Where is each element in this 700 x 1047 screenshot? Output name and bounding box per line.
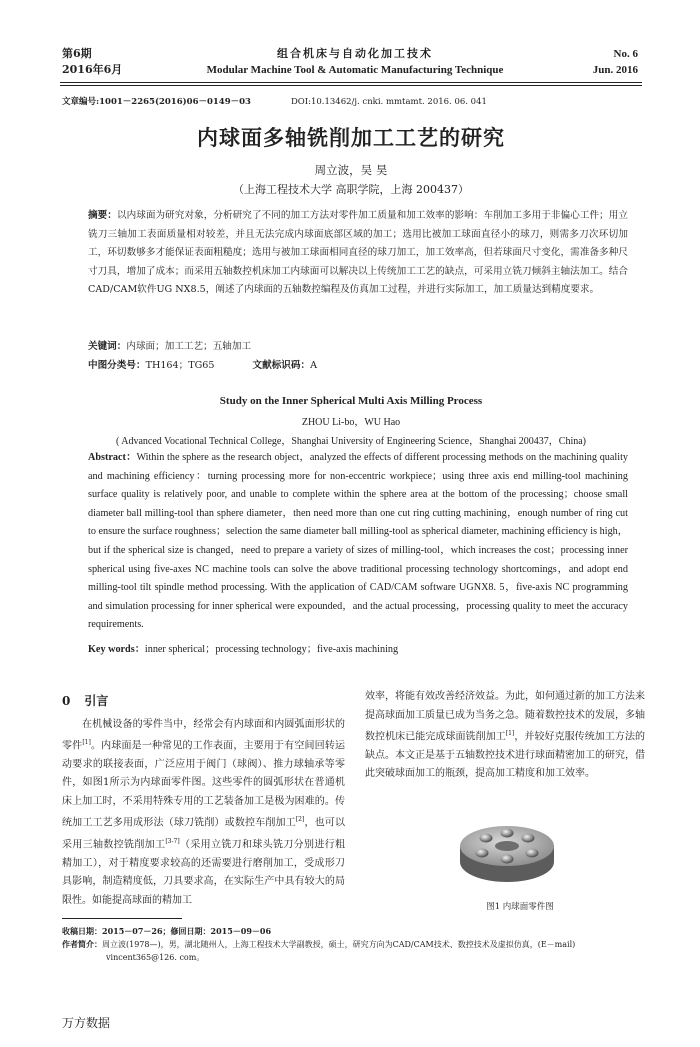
affiliation-en: ( Advanced Vocational Technical College，Shanghai University of Engineering Science，Shanghai 200437，China) [115,436,587,447]
abstract-en-label: Abstract： [88,452,137,463]
keywords-en-label: Key words： [88,644,145,655]
keywords-cn-label: 关键词： [88,341,127,352]
citation: [3-7] [165,838,180,846]
keywords-cn-text: 内球面；加工工艺；五轴加工 [126,341,252,352]
date-en: Jun. 2016 [592,64,638,76]
journal-name-cn: 组合机床与自动化加工技术 [277,47,433,60]
date-cn: 2016年6月 [62,63,123,76]
header-rule-bottom [60,85,642,86]
header-center [150,46,560,78]
article-meta [62,95,487,107]
body-text: （采用立铣刀和球头铣刀分别进行粗精加工），对于精度要求较高的还需要进行磨削加工，受成形刀具影响，制造精度低，刀具要求高，在实际生产中具有较大的局限性。如能提高球面的精加工 [62,839,346,906]
issue-number-cn: 第6期 [62,47,92,60]
citation: [2] [295,816,305,824]
affiliation-cn: （上海工程技术大学 高职学院，上海 200437） [233,183,469,196]
citation: [1] [505,730,515,737]
clc-value: TH164；TG65 [145,360,215,371]
keywords-en-text: inner spherical；processing technology；five-axis machining [144,644,399,655]
body-text: ，也可以采用三轴数控铣削加工 [62,817,346,851]
section-title: 引言 [84,694,109,708]
body-text: ，并较好克服传统加工方法的缺点。本文正是基于五轴数控技术进行球面精密加工的研究，借此突破球面加工的瓶颈，提高加工精度和加工效率。 [365,731,646,780]
doi: DOI:10.13462/j. cnki. mmtamt. 2016. 06. 041 [290,97,487,107]
body-left-column [62,692,345,910]
authors-en: ZHOU Li-bo，WU Hao [301,417,401,428]
body-paragraph-2 [365,688,645,784]
header-rule-top [60,82,642,83]
header-left [62,46,122,78]
keywords-cn [88,338,251,356]
paper-title-cn: 内球面多轴铣削加工工艺的研究 [197,125,505,150]
figure-1-image [452,808,562,888]
classification [88,357,317,375]
section-heading [62,692,345,711]
author-bio-label: 作者简介： [62,939,102,949]
article-number: 文章编号:1001－2265(2016)06－0149－03 [62,97,251,107]
abstract-cn-label: 摘要： [88,210,117,221]
body-text: 。内球面是一种常见的工作表面，主要用于有空间回转运动要求的联接表面，广泛应用于阀门（球阀）、推力球轴承等零件，如图1所示为内球面零件图。这些零件的圆弧形状在普通机床上加工时，不采用特殊专用的工艺装备加工是极为困难的。传统加工工艺多用成形法（球刀铣削）或数控车削加工 [62,740,346,829]
author-bio-text: 周立波(1978—)，男，湖北随州人，上海工程技术大学副教授，硕士，研究方向为CAD/CAM技术、数控技术及虚拟仿真，(E－mail) vincent365@126. com。 [102,940,576,962]
paper-title-en: Study on the Inner Spherical Multi Axis Milling Process [219,395,483,407]
keywords-en [88,640,398,655]
body-paragraph-1 [62,716,345,911]
body-text: 效率，将能有效改善经济效益。为此，如何通过新的加工方法来提高球面加工质量已成为当务之急。随着数控技术的发展，多轴数控机床已能完成球面铣削加工 [365,691,645,743]
abstract-en [88,449,628,635]
journal-name-en: Modular Machine Tool & Automatic Manufacturing Technique [206,64,504,76]
abstract-cn [88,207,628,300]
doc-code-label: 文献标识码： [252,360,311,371]
doc-code-value: A [310,360,318,371]
figure-1-caption: 图1 内球面零件图 [486,902,554,912]
issue-number-en: No. 6 [613,48,638,60]
body-text: 在机械设备的零件当中，经常会有内球面和内圆弧面形状的零件 [62,718,345,752]
abstract-en-text: Within the sphere as the research object，analyzed the effects of different processing methods on the machining quality and machining efficiency：turning processing more for non-eccentric workpiece；using three axis end milling-tool machining surface quality is relatively poor, and unable to complete within the sphere area at the bottom of the processing；choose small diameter ball milling-tool than sphere diameter，then need more than one cut ring cutting machining，enough number of ring cut to ensure the surface roughness；selection the same diameter ball milling-tool as spherical diameter, machining efficiency is high，but if the spherical size is changed，need to prepare a variety of sizes of milling-tool，which increases the cost；processing inner spherical using five-axes NC machine tools can solve the above traditional processing technology shortcomings，and adopt end milling-tool tilt spindle method processing. With the application of CAD/CAM software UGNX8. 5，five-axis NC programming and simulation processing for inner spherical were expounded，and the actual processing，processing quality to meet the accuracy requirements. [88,452,628,631]
footnotes [62,925,642,964]
citation: [1] [82,739,91,746]
clc-label: 中图分类号： [88,360,146,371]
author-bio [62,938,642,964]
watermark: 万方数据 [62,1016,111,1030]
received-dates: 收稿日期：2015－07－26；修回日期：2015－09－06 [62,926,272,936]
footnote-rule [62,918,182,919]
header-right [593,46,638,78]
inner-sphere-part-icon [452,808,562,888]
authors-cn: 周立波，吴 昊 [314,163,388,177]
abstract-cn-text: 以内球面为研究对象，分析研究了不同的加工方法对零件加工质量和加工效率的影响：车削加工多用于非偏心工件；用立铣刀三轴加工表面质量相对较差，并且无法完成内球面底部区域的加工；选用比被加工球面直径小的球刀，则需多刀次环切加工，环切数够多才能保证表面粗糙度；选用与被加工球面相同直径的球刀加工，加工效率高，但若球面尺寸变化，需准备多种尺寸刀具，增加了成本；而采用五轴数控机床加工内球面可以解决以上传统加工工艺的缺点，可采用立铣刀倾斜主轴法加工。结合CAD/CAM软件UG NX8.5，阐述了内球面的五轴数控编程及仿真加工过程，并进行实际加工，加工质量达到精度要求。 [88,210,629,296]
section-number: 0 [62,694,71,708]
body-right-column [365,688,645,784]
